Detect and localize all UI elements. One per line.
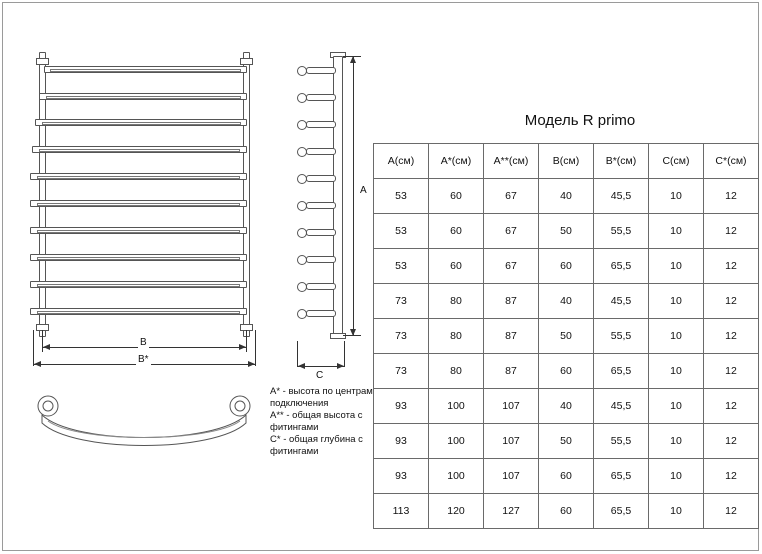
table-header-cell: С*(см)	[704, 144, 759, 179]
note-line-2: А** - общая высота с фитингами	[270, 410, 363, 433]
side-bar-hook	[297, 120, 333, 129]
side-bar-hook	[297, 282, 333, 291]
table-cell: 87	[484, 319, 539, 354]
table-cell: 55,5	[594, 319, 649, 354]
table-cell: 10	[649, 319, 704, 354]
table-cell: 10	[649, 459, 704, 494]
side-cap-bottom	[330, 333, 346, 339]
table-cell: 10	[649, 389, 704, 424]
table-cell: 60	[429, 214, 484, 249]
table-cell: 65,5	[594, 494, 649, 529]
table-cell: 50	[539, 319, 594, 354]
table-cell: 80	[429, 284, 484, 319]
bar-highlight	[50, 69, 241, 72]
table-row	[374, 389, 759, 424]
page-title: Модель R primo	[524, 112, 636, 129]
dimension-A-label: A	[360, 185, 367, 196]
table-cell: 87	[484, 354, 539, 389]
table-header-cell: С(см)	[649, 144, 704, 179]
table-cell: 53	[374, 214, 429, 249]
table-cell: 45,5	[594, 179, 649, 214]
front-view-drawing	[30, 52, 260, 347]
dimension-C-label: C	[316, 370, 324, 381]
table-cell: 60	[539, 459, 594, 494]
table-row	[374, 354, 759, 389]
table-cell: 12	[704, 284, 759, 319]
table-cell: 87	[484, 284, 539, 319]
table-cell: 67	[484, 249, 539, 284]
side-bar-hook	[297, 309, 333, 318]
table-row	[374, 319, 759, 354]
table-cell: 127	[484, 494, 539, 529]
table-cell: 12	[704, 459, 759, 494]
table-header-cell: А(см)	[374, 144, 429, 179]
dimension-Bstar-label: B*	[138, 354, 149, 365]
table-cell: 10	[649, 494, 704, 529]
table-cell: 40	[539, 389, 594, 424]
table-header-row	[374, 144, 759, 179]
table-cell: 67	[484, 179, 539, 214]
spec-table	[373, 143, 759, 529]
table-cell: 73	[374, 354, 429, 389]
table-cell: 80	[429, 319, 484, 354]
table-cell: 53	[374, 249, 429, 284]
table-cell: 65,5	[594, 354, 649, 389]
table-row	[374, 179, 759, 214]
side-bar-hook	[297, 66, 333, 75]
bar-highlight	[37, 203, 240, 206]
table-header-cell: А**(см)	[484, 144, 539, 179]
table-cell: 107	[484, 459, 539, 494]
table-cell: 93	[374, 459, 429, 494]
table-cell: 10	[649, 249, 704, 284]
bar-highlight	[37, 284, 240, 287]
table-cell: 12	[704, 494, 759, 529]
bar-highlight	[42, 122, 241, 125]
table-cell: 93	[374, 424, 429, 459]
bar-highlight	[39, 149, 240, 152]
table-header-cell: В(см)	[539, 144, 594, 179]
bar-highlight	[37, 311, 240, 314]
table-cell: 45,5	[594, 284, 649, 319]
side-bar-hook	[297, 147, 333, 156]
side-bar-hook	[297, 174, 333, 183]
table-cell: 65,5	[594, 249, 649, 284]
table-cell: 12	[704, 319, 759, 354]
dimension-B-label: B	[140, 337, 147, 348]
note-line-1: А* - высота по центрам подключения	[270, 386, 373, 409]
table-cell: 40	[539, 284, 594, 319]
table-row	[374, 284, 759, 319]
table-cell: 113	[374, 494, 429, 529]
rail-cap-top-right	[240, 58, 253, 65]
table-cell: 10	[649, 179, 704, 214]
table-cell: 73	[374, 284, 429, 319]
table-cell: 93	[374, 389, 429, 424]
table-header-cell: В*(см)	[594, 144, 649, 179]
table-cell: 12	[704, 179, 759, 214]
table-cell: 60	[539, 249, 594, 284]
table-cell: 60	[429, 179, 484, 214]
table-cell: 100	[429, 389, 484, 424]
table-cell: 67	[484, 214, 539, 249]
table-cell: 65,5	[594, 459, 649, 494]
bar-highlight	[37, 176, 240, 179]
table-row	[374, 494, 759, 529]
table-cell: 10	[649, 424, 704, 459]
table-cell: 60	[539, 354, 594, 389]
table-row	[374, 459, 759, 494]
table-cell: 100	[429, 459, 484, 494]
side-bar-hook	[297, 201, 333, 210]
table-cell: 120	[429, 494, 484, 529]
table-cell: 60	[429, 249, 484, 284]
table-cell: 45,5	[594, 389, 649, 424]
table-cell: 10	[649, 284, 704, 319]
bar-highlight	[37, 230, 240, 233]
table-cell: 40	[539, 179, 594, 214]
table-cell: 107	[484, 389, 539, 424]
table-cell: 50	[539, 424, 594, 459]
table-cell: 60	[539, 494, 594, 529]
table-row	[374, 214, 759, 249]
table-cell: 12	[704, 249, 759, 284]
table-cell: 80	[429, 354, 484, 389]
table-cell: 10	[649, 214, 704, 249]
bar-highlight	[37, 257, 240, 260]
table-cell: 50	[539, 214, 594, 249]
side-bar-hook	[297, 255, 333, 264]
note-line-3: С* - общая глубина с фитингами	[270, 434, 363, 457]
table-cell: 55,5	[594, 214, 649, 249]
side-bar-hook	[297, 93, 333, 102]
table-row	[374, 249, 759, 284]
table-cell: 100	[429, 424, 484, 459]
table-cell: 107	[484, 424, 539, 459]
side-bar-hook	[297, 228, 333, 237]
table-cell: 12	[704, 389, 759, 424]
table-cell: 12	[704, 424, 759, 459]
table-cell: 53	[374, 179, 429, 214]
curved-bracket-drawing	[34, 393, 254, 453]
table-cell: 55,5	[594, 424, 649, 459]
table-header-cell: А*(см)	[429, 144, 484, 179]
rail-cap-top-left	[36, 58, 49, 65]
table-cell: 12	[704, 214, 759, 249]
bar-highlight	[46, 96, 241, 99]
table-cell: 10	[649, 354, 704, 389]
table-row	[374, 424, 759, 459]
table-cell: 73	[374, 319, 429, 354]
table-cell: 12	[704, 354, 759, 389]
